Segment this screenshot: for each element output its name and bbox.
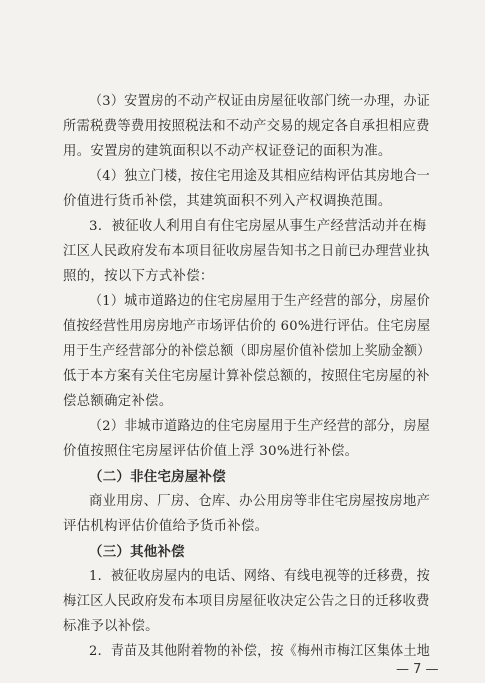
page-number: — 7 —: [396, 662, 439, 677]
paragraph-line: 用于生产经营部分的补偿总额（即房屋价值补偿加上奖励金额）: [63, 344, 431, 359]
paragraph-line: 用。安置房的建筑面积以不动产权证登记的面积为准。: [63, 144, 392, 159]
paragraph-line: 价值进行货币补偿，其建筑面积不列入产权调换范围。: [63, 194, 392, 209]
paragraph-line: （2）非城市道路边的住宅房屋用于生产经营的部分，房屋: [89, 419, 431, 434]
paragraph-line: 评估机构评估价值给予货币补偿。: [63, 519, 269, 534]
paragraph-line: 价值按照住宅房屋评估价值上浮 30%进行补偿。: [63, 444, 359, 459]
section-heading: （二）非住宅房屋补偿: [89, 469, 226, 485]
paragraph-line: 偿总额确定补偿。: [63, 394, 173, 409]
paragraph-line: （4）独立门楼，按住宅用途及其相应结构评估其房地合一: [89, 169, 431, 184]
paragraph-line: 商业用房、厂房、仓库、办公用房等非住宅房屋按房地产: [89, 494, 431, 509]
paragraph-line: 照的，按以下方式补偿：: [63, 269, 214, 284]
paragraph-line: （1）城市道路边的住宅房屋用于生产经营的部分，房屋价: [89, 294, 431, 309]
paragraph-line: 江区人民政府发布本项目征收房屋告知书之日前已办理营业执: [63, 244, 430, 259]
paragraph-line: 所需税费等费用按照税法和不动产交易的规定各自承担相应费: [63, 119, 430, 134]
section-heading: （三）其他补偿: [89, 544, 185, 560]
paragraph-line: 值按经营性用房房地产市场评估价的 60%进行评估。住宅房屋: [63, 319, 431, 334]
paragraph-line: 标准予以补偿。: [63, 619, 159, 634]
paragraph-line: （3）安置房的不动产权证由房屋征收部门统一办理，办证: [89, 94, 431, 109]
paragraph-line: 2．青苗及其他附着物的补偿，按《梅州市梅江区集体土地: [89, 644, 431, 659]
paragraph-line: 梅江区人民政府发布本项目房屋征收决定公告之日的迁移收费: [63, 594, 430, 609]
paragraph-line: 3．被征收人利用自有住宅房屋从事生产经营活动并在梅: [89, 219, 427, 234]
paragraph-line: 1．被征收房屋内的电话、网络、有线电视等的迁移费，按: [89, 569, 431, 584]
paragraph-line: 低于本方案有关住宅房屋计算补偿总额的，按照住宅房屋的补: [63, 369, 430, 384]
